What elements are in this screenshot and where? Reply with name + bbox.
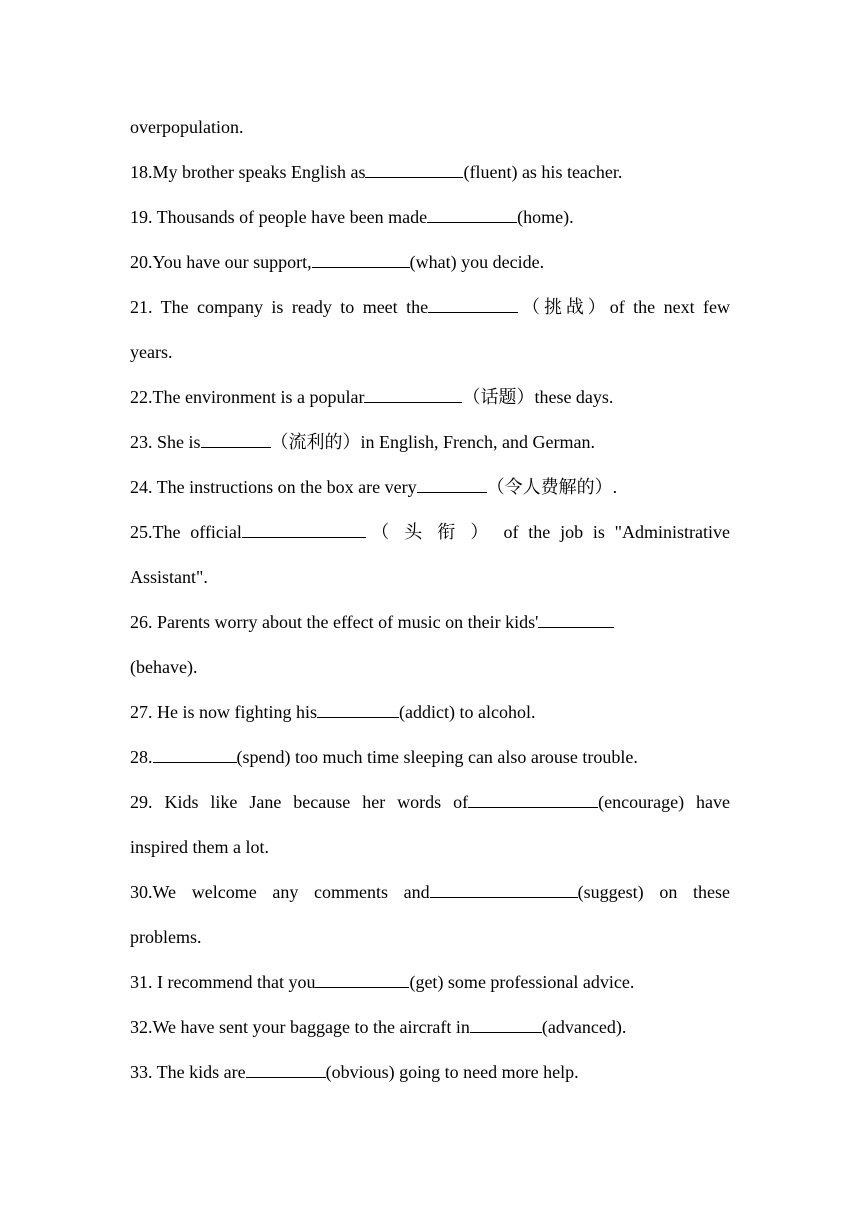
line-text: 25.The official <box>130 522 242 542</box>
exercise-line <box>130 105 730 150</box>
line-text: 29. Kids like Jane because her words of <box>130 792 469 812</box>
exercise-line <box>130 420 730 465</box>
line-text: years. <box>130 342 173 362</box>
answer-blank[interactable] <box>153 748 237 763</box>
line-hint-text: (advanced). <box>541 1017 627 1037</box>
answer-blank[interactable] <box>317 703 399 718</box>
line-hint-text: (fluent) as his teacher. <box>463 162 623 182</box>
exercise-line <box>130 555 730 600</box>
line-hint-text: （流利的）in English, French, and German. <box>270 432 595 452</box>
line-text: 28. <box>130 747 153 767</box>
answer-blank[interactable] <box>468 793 598 808</box>
exercise-line <box>130 915 730 960</box>
line-text: 20.You have our support, <box>130 252 312 272</box>
line-hint-text: (spend) too much time sleeping can also arouse trouble. <box>236 747 638 767</box>
exercise-line <box>130 960 730 1005</box>
line-text: 21. The company is ready to meet the <box>130 297 429 317</box>
exercise-line <box>130 375 730 420</box>
exercise-line <box>130 1005 730 1050</box>
line-text: 19. Thousands of people have been made <box>130 207 428 227</box>
line-text: 32.We have sent your baggage to the aircraft in <box>130 1017 470 1037</box>
line-text: Assistant". <box>130 567 208 587</box>
exercise-line <box>130 735 730 780</box>
answer-blank[interactable] <box>430 883 578 898</box>
line-text: problems. <box>130 927 202 947</box>
line-text: 22.The environment is a popular <box>130 387 365 407</box>
line-text: 24. The instructions on the box are very <box>130 477 417 497</box>
answer-blank[interactable] <box>364 388 462 403</box>
line-text: 33. The kids are <box>130 1062 246 1082</box>
answer-blank[interactable] <box>538 613 614 628</box>
exercise-line <box>130 645 730 690</box>
answer-blank[interactable] <box>312 253 410 268</box>
line-hint-text: (addict) to alcohol. <box>399 702 536 722</box>
answer-blank[interactable] <box>428 298 518 313</box>
line-hint-text: (what) you decide. <box>409 252 545 272</box>
answer-blank[interactable] <box>242 523 366 538</box>
answer-blank[interactable] <box>315 973 409 988</box>
exercise-line <box>130 600 730 645</box>
line-text: inspired them a lot. <box>130 837 269 857</box>
exercise-line <box>130 1050 730 1095</box>
answer-blank[interactable] <box>246 1063 326 1078</box>
line-hint-text: （挑战）of the next few <box>518 297 730 317</box>
exercise-line <box>130 150 730 195</box>
answer-blank[interactable] <box>417 478 487 493</box>
exercise-line <box>130 780 730 825</box>
exercise-line <box>130 510 730 555</box>
answer-blank[interactable] <box>201 433 271 448</box>
answer-blank[interactable] <box>427 208 517 223</box>
line-hint-text: (suggest) on these <box>577 882 730 902</box>
line-hint-text: (obvious) going to need more help. <box>325 1062 579 1082</box>
line-hint-text: (get) some professional advice. <box>409 972 635 992</box>
line-hint-text: （话题）these days. <box>462 387 614 407</box>
line-hint-text: (encourage) have <box>598 792 730 812</box>
line-text: (behave). <box>130 657 198 677</box>
exercise-line <box>130 465 730 510</box>
line-text: 18.My brother speaks English as <box>130 162 366 182</box>
worksheet-page <box>130 105 730 1095</box>
line-text: 23. She is <box>130 432 201 452</box>
answer-blank[interactable] <box>365 163 463 178</box>
exercise-line <box>130 825 730 870</box>
line-text: 26. Parents worry about the effect of music on their kids' <box>130 612 539 632</box>
exercise-line <box>130 285 730 330</box>
exercise-line <box>130 330 730 375</box>
line-text: overpopulation. <box>130 117 244 137</box>
exercise-line <box>130 195 730 240</box>
line-text: 31. I recommend that you <box>130 972 316 992</box>
line-hint-text: （令人费解的）. <box>486 477 618 497</box>
exercise-line <box>130 240 730 285</box>
line-hint-text: (home). <box>517 207 574 227</box>
answer-blank[interactable] <box>470 1018 542 1033</box>
line-hint-text: （ 头 衔 ） of the job is "Administrative <box>365 522 730 542</box>
exercise-line <box>130 870 730 915</box>
line-text: 27. He is now fighting his <box>130 702 317 722</box>
line-text: 30.We welcome any comments and <box>130 882 430 902</box>
exercise-line <box>130 690 730 735</box>
